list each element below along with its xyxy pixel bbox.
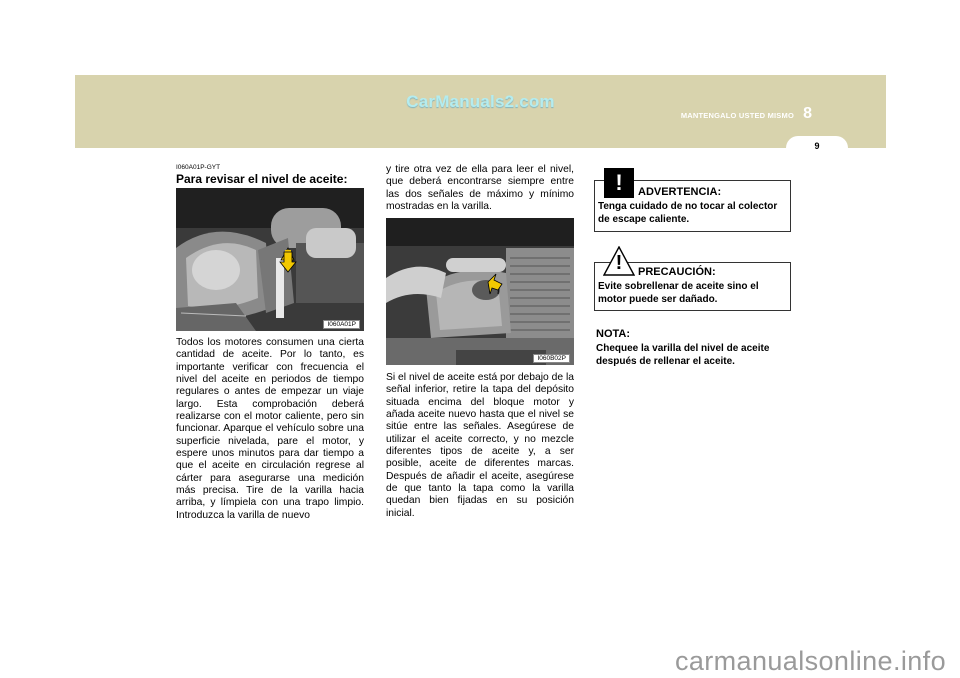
site-logo[interactable]: CarManuals2.com — [406, 92, 555, 111]
caution-icon — [603, 246, 635, 281]
section-title: MANTENGALO USTED MISMO — [680, 111, 794, 120]
page-number-tab — [786, 136, 848, 160]
paragraph-continued: y tire otra vez de ella para leer el nivel, que deberá encontrarse siempre entre las dos señales de máximo y mínimo mostradas en la varilla. — [386, 164, 574, 213]
engine-photo-dipstick — [176, 188, 364, 331]
refill-paragraph: Si el nivel de aceite está por debajo de la señal inferior, retire la tapa del depósito situada encima del bloque motor y añada aceite nuevo hasta que el nivel se sitúe entre las señales. Asegúrese de utilizar el aceite correcto, y no mezcle diferentes tipos de aceite y, a ser posible, aceite de diferentes marcas. Después de añadir el aceite, asegúrese de que tanto la tapa como la varilla quedan bien fijadas en su posición inicial. — [386, 372, 574, 519]
footer-watermark[interactable]: carmanualsonline.info — [674, 646, 946, 676]
caution-icon-glyph: ! — [615, 252, 623, 274]
note-text: Chequee la varilla del nivel de aceite después de rellenar el aceite. — [596, 343, 770, 367]
note-title: NOTA: — [596, 328, 631, 340]
photo-id-2: I060B02P — [533, 354, 570, 363]
section-code: I060A01P-GYT — [176, 164, 221, 171]
intro-paragraph: Todos los motores consumen una cierta cantidad de aceite. Por lo tanto, es importante verificar con frecuencia el nivel del aceite en periodos de tiempo regulares o antes de empezar un viaje largo. Esta comprobación deberá realizarse con el motor caliente, pero sin funcionar. Aparque el vehículo sobre una superficie nivelada, pare el motor, y espere unos minutos para dar tiempo a que el aceite en circulación regrese al cárter para asegurarse una medición más precisa. Tire de la varilla hacia arriba, y límpiela con una trapo limpio. Introduzca la varilla de nuevo — [176, 337, 364, 521]
caution-text: Evite sobrellenar de aceite sino el motor puede ser dañado. — [598, 281, 759, 305]
warning-title: ADVERTENCIA: — [638, 186, 722, 198]
engine-photo-oil-cap — [386, 218, 574, 365]
chapter-number: 8 — [803, 105, 812, 122]
caution-title: PRECAUCIÓN: — [638, 266, 716, 278]
header-band — [75, 75, 886, 148]
photo-id-1: I060A01P — [323, 320, 360, 329]
page-number: 9 — [814, 141, 820, 151]
section-heading: Para revisar el nivel de aceite: — [176, 172, 348, 186]
warning-icon — [604, 168, 634, 198]
warning-text: Tenga cuidado de no tocar al colector de escape caliente. — [598, 201, 778, 225]
warning-icon-glyph: ! — [615, 170, 623, 195]
